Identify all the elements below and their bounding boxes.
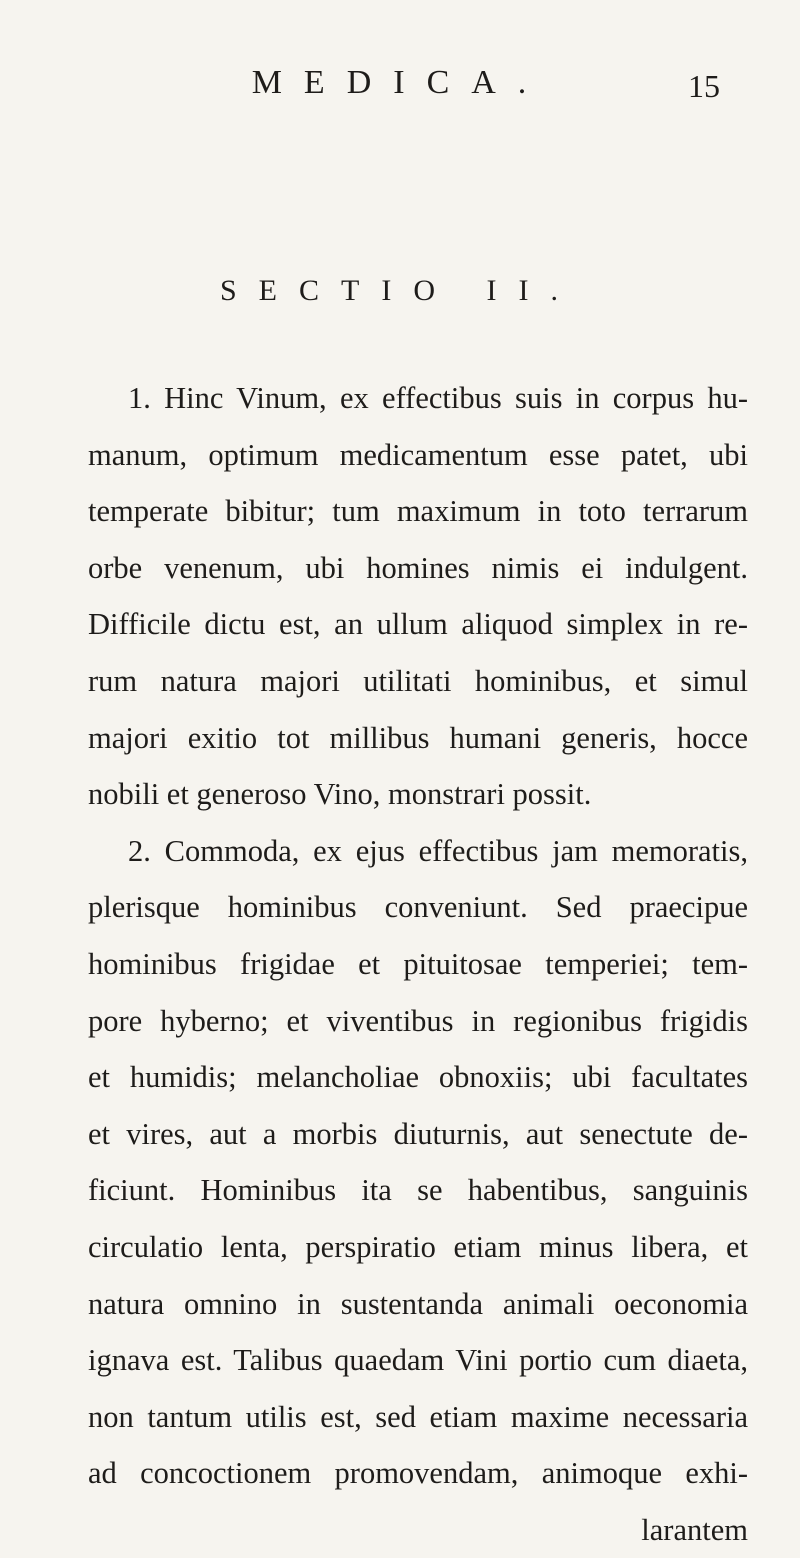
text-line: plerisque hominibus conveniunt. Sed praecipue <box>88 890 748 925</box>
text-line: circulatio lenta, perspiratio etiam minus libera, et <box>88 1229 748 1264</box>
text-line: 1. Hinc Vinum, ex effectibus suis in corpus hu- <box>128 381 748 415</box>
text-line: pore hyberno; et viventibus in regionibus frigidis <box>88 1003 748 1038</box>
text-line: hominibus frigidae et pituitosae temperiei; tem- <box>88 946 748 981</box>
text-line: nobili et generoso Vino, monstrari possit. <box>88 777 592 812</box>
text-line: rum natura majori utilitati hominibus, et simul <box>88 663 748 698</box>
page-number: 15 <box>688 68 720 104</box>
text-line: 2. Commoda, ex ejus effectibus jam memoratis, <box>128 833 748 868</box>
text-line: ficiunt. Hominibus ita se habentibus, sanguinis <box>88 1173 748 1208</box>
text-line: ignava est. Talibus quaedam Vini portio cum diaeta, <box>88 1343 748 1378</box>
text-line: orbe venenum, ubi homines nimis ei indulgent. <box>88 550 748 585</box>
text-line: natura omnino in sustentanda animali oeconomia <box>88 1286 748 1321</box>
running-title: MEDICA. <box>251 64 549 101</box>
text-line: non tantum utilis est, sed etiam maxime necessaria <box>88 1399 748 1434</box>
running-head <box>0 64 800 124</box>
text-line: manum, optimum medicamentum esse patet, ubi <box>88 437 748 472</box>
text-line: et vires, aut a morbis diuturnis, aut senectute de- <box>88 1116 748 1151</box>
text-line: ad concoctionem promovendam, animoque exhi- <box>88 1456 748 1491</box>
catchword: larantem <box>641 1512 748 1547</box>
section-heading: SECTIO II. <box>220 274 580 307</box>
text-line: Difficile dictu est, an ullum aliquod simplex in re- <box>88 607 748 642</box>
body-text <box>88 370 748 1558</box>
text-line: majori exitio tot millibus humani generis, hocce <box>88 720 748 755</box>
text-line: temperate bibitur; tum maximum in toto terrarum <box>88 494 748 529</box>
text-line: et humidis; melancholiae obnoxiis; ubi facultates <box>88 1060 748 1095</box>
